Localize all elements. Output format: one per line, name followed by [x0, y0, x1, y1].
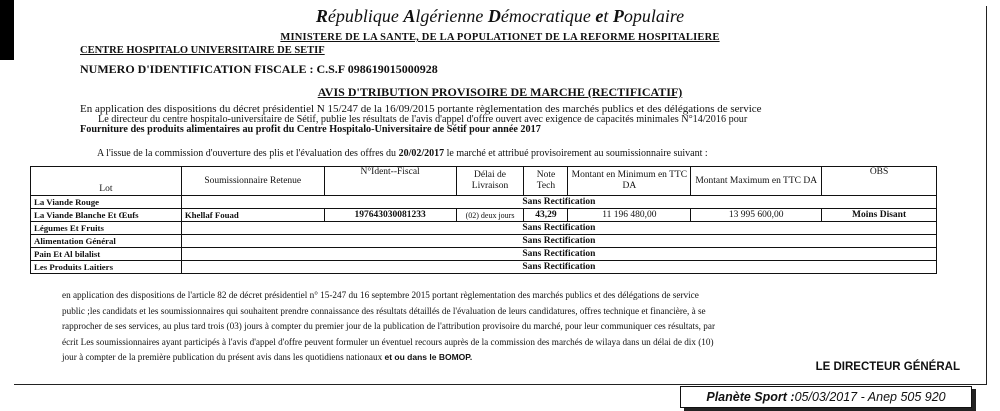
nif-cell: 197643030081233	[324, 209, 456, 222]
status-cell: Sans Rectification	[181, 196, 936, 209]
intro-line-2: Le directeur du centre hospitalo-universitaire de Sétif, publie les résultats de l'avis d'appel d'offre ouvert avec exigence de capacités minimales N°14/2016 pour	[98, 113, 748, 125]
status-cell: Sans Rectification	[181, 261, 936, 274]
header-obs: OBS	[822, 167, 937, 196]
body-line-5-text: jour à compter de la première publication du présent avis dans les quotidiens nationaux	[62, 352, 385, 362]
notice-title: AVIS D'TRIBUTION PROVISOIRE DE MARCHE (RECTIFICATIF)	[317, 85, 683, 99]
body-line-3: rapprocher de ses services, au plus tard trois (03) jours à compter du premier jour de la publication de l'attribution provisoire du marché, pour leur communiquer ces résultats, par	[62, 321, 715, 331]
intro-line-3: Fourniture des produits alimentaires au profit du Centre Hospitalo-Universitaire de Sétif pour année 2017	[80, 124, 541, 135]
header-montant-min: Montant en Minimum en TTC DA	[568, 167, 691, 196]
status-cell: Sans Rectification	[181, 235, 936, 248]
lot-cell: Alimentation Général	[31, 235, 182, 248]
lot-cell: La Viande Rouge	[31, 196, 182, 209]
body-line-2: public ;les candidats et les soumissionnaires qui souhaitent prendre connaissance des résultats détaillés de l'évaluation de leurs candidatures, offres technique et financière, à se	[62, 305, 706, 316]
header-montant-max: Montant Maximum en TTC DA	[691, 167, 822, 196]
body-line-5	[62, 350, 942, 366]
header-delai: Délai de Livraison	[456, 167, 524, 196]
status-cell: Sans Rectification	[181, 248, 936, 261]
intro-line-1: En application des dispositions du décret présidentiel N 15/247 de la 16/09/2015 portante règlementation des marchés publics et des délégations de service	[80, 103, 762, 115]
delai-cell: (02) deux jours	[456, 209, 524, 222]
body-line-5-tail: et ou dans le BOMOP.	[384, 352, 473, 362]
body-line-1: en application des dispositions de l'article 82 de décret présidentiel n° 15-247 du 16 septembre 2015 portant règlementation des marchés publics et des délégations de service	[62, 290, 699, 300]
lot-cell: La Viande Blanche Et Œufs	[31, 209, 182, 222]
commission-paragraph	[97, 148, 708, 159]
republic-title: République Algérienne Démocratique et Populaire	[315, 6, 685, 26]
intro-paragraph	[80, 104, 930, 136]
status-cell: Sans Rectification	[181, 222, 936, 235]
header-note: Note Tech	[524, 167, 568, 196]
montant-max-cell: 13 995 600,00	[691, 209, 822, 222]
table-header-row	[31, 167, 937, 196]
body-line-4: écrit Les soumissionnaires ayant participés à l'avis d'appel d'offre peuvent formuler un éventuel recours auprès de la commission des marchés de wilaya dans un délai de dix (10)	[62, 336, 714, 347]
lot-cell: Pain Et Al bilalist	[31, 248, 182, 261]
lot-cell: Légumes Et Fruits	[31, 222, 182, 235]
ministry-title: MINISTERE DE LA SANTE, DE LA POPULATIONET DE LA REFORME HOSPITALIERE	[280, 32, 720, 43]
centre-name: CENTRE HOSPITALO UNIVERSITAIRE DE SETIF	[80, 45, 325, 56]
header-nif: N°Ident--Fiscal	[324, 167, 456, 196]
table-row	[31, 209, 937, 222]
table-row	[31, 248, 937, 261]
commission-date: 20/02/2017	[398, 148, 445, 159]
montant-min-cell: 11 196 480,00	[568, 209, 691, 222]
table-row	[31, 222, 937, 235]
table-row	[31, 261, 937, 274]
director-signature: LE DIRECTEUR GÉNÉRAL	[815, 361, 960, 373]
fiscal-id: NUMERO D'IDENTIFICATION FISCALE : C.S.F 098619015000928	[80, 62, 438, 76]
obs-cell: Moins Disant	[822, 209, 937, 222]
publication-name: Planète Sport :	[706, 390, 795, 404]
header-lot: Lot	[31, 167, 182, 196]
results-table	[30, 166, 937, 274]
publication-reference: 05/03/2017 - Anep 505 920	[794, 390, 946, 404]
body-paragraph	[62, 288, 942, 366]
table-row	[31, 196, 937, 209]
header-soumissionnaire: Soumissionnaire Retenue	[181, 167, 324, 196]
soumissionnaire-cell: Khellaf Fouad	[181, 209, 324, 222]
publication-box	[680, 386, 972, 408]
table-row	[31, 235, 937, 248]
lot-cell: Les Produits Laitiers	[31, 261, 182, 274]
commission-text-after: le marché et attribué provisoirement au soumissionnaire suivant :	[444, 148, 708, 159]
commission-text-before: A l'issue de la commission d'ouverture des plis et l'évaluation des offres du	[97, 148, 399, 159]
note-cell: 43,29	[524, 209, 568, 222]
